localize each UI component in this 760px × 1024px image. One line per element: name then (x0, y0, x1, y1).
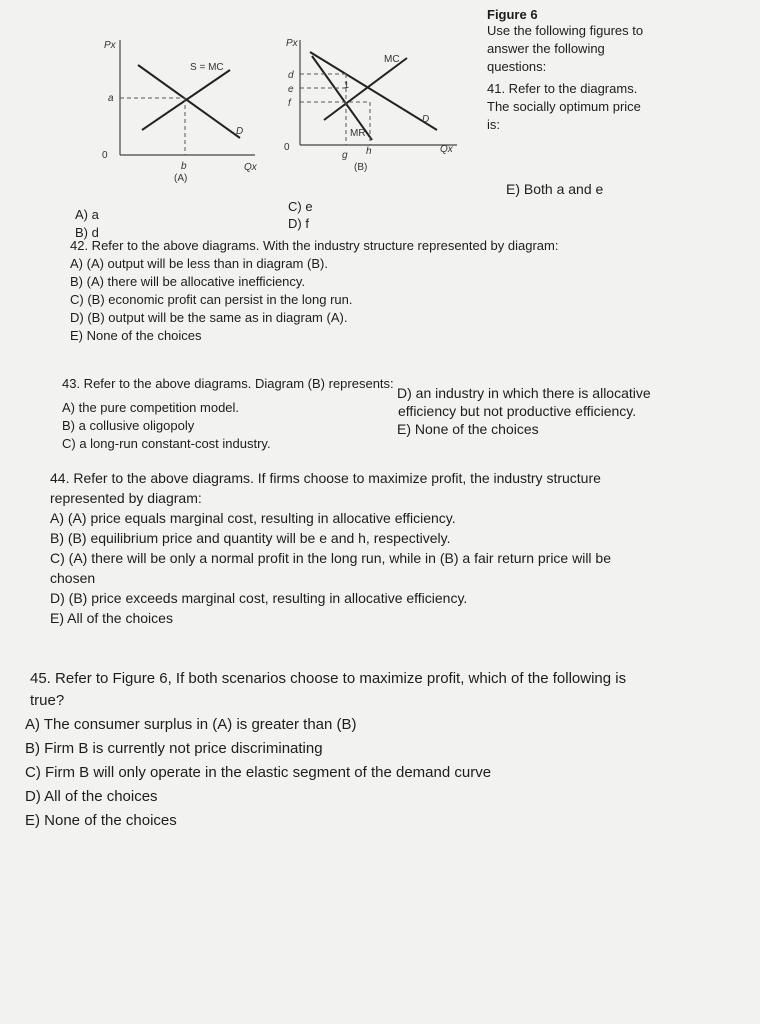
diagram-b-p-axis-label: Px (286, 38, 298, 49)
q42-choice-d: D) (B) output will be the same as in diagram (A). (70, 310, 348, 325)
q44-choice-a: A) (A) price equals marginal cost, resulting in allocative efficiency. (50, 510, 456, 526)
q44-choice-e: E) All of the choices (50, 610, 173, 626)
diagram-b-tick-e: e (288, 84, 294, 95)
diagram-b-tick-g: g (342, 150, 348, 161)
diagram-a-supply-label: S = MC (190, 62, 224, 73)
figure-line-2: answer the following (487, 41, 605, 56)
diagram-b-tick-d: d (288, 70, 294, 81)
q41-stem (487, 80, 641, 134)
q44-choice-c-line-1: C) (A) there will be only a normal profit in the long run, while in (B) a fair return price will be (50, 550, 612, 566)
diagram-a-price-tick: a (108, 93, 114, 104)
q43-stem: 43. Refer to the above diagrams. Diagram (B) represents: (62, 376, 394, 391)
figure-line-3: questions: (487, 59, 547, 74)
q43-choice-d-line-2: efficiency but not productive efficiency. (398, 403, 637, 419)
q43-choice-b: B) a collusive oligopoly (62, 418, 195, 433)
q43-choice-a: A) the pure competition model. (62, 400, 240, 415)
q43-block (62, 375, 394, 393)
q41-choice-a: A) a (75, 207, 99, 222)
q43-choice-e: E) None of the choices (397, 421, 539, 437)
diagram-b-q-axis-label: Qx (440, 144, 453, 155)
diagram-a-demand-curve (138, 65, 240, 138)
q45-choices (25, 713, 491, 833)
q45-stem-line-1: 45. Refer to Figure 6, If both scenarios choose to maximize profit, which of the following is (30, 670, 627, 687)
diagram-a-demand-label: D (236, 126, 244, 137)
figure-line-1: Use the following figures to (487, 23, 644, 38)
q41-choice-d: D) f (288, 216, 309, 231)
diagram-b-demand-label: D (422, 114, 430, 125)
q45-block (30, 668, 626, 712)
figure-title: Figure 6 (487, 7, 538, 22)
q41-choice-e: E) Both a and e (506, 181, 604, 197)
diagram-b-point-1: 1 (344, 80, 350, 90)
q45-choice-b: B) Firm B is currently not price discriminating (25, 740, 323, 757)
q41-stem-line-1: 41. Refer to the diagrams. (487, 81, 638, 96)
diagram-b-tick-f: f (288, 98, 291, 109)
q44-stem-line-1: 44. Refer to the above diagrams. If firms choose to maximize profit, the industry structure (50, 470, 601, 486)
q44-choice-c-line-2: chosen (50, 570, 96, 586)
q45-choice-c: C) Firm B will only operate in the elastic segment of the demand curve (25, 764, 492, 781)
q41-choice-b: B) d (75, 225, 99, 240)
diagram-b-mr-label: MR (350, 128, 366, 139)
q45-stem-line-2: true? (30, 692, 65, 709)
q45-choice-a: A) The consumer surplus in (A) is greater than (B) (25, 716, 357, 733)
diagram-a-origin: 0 (102, 150, 108, 161)
q42-choice-e: E) None of the choices (70, 328, 202, 343)
diagram-b-origin: 0 (284, 142, 290, 153)
q43-choice-c: C) a long-run constant-cost industry. (62, 436, 271, 451)
q44-choice-d: D) (B) price exceeds marginal cost, resulting in allocative efficiency. (50, 590, 468, 606)
diagram-b (272, 30, 472, 180)
q45-choice-d: D) All of the choices (25, 788, 158, 805)
q44-block (50, 468, 611, 628)
diagram-a-qty-tick: b (181, 161, 187, 172)
figure-header (487, 7, 643, 76)
q43-choice-d-line-1: D) an industry in which there is allocative (397, 385, 651, 401)
q42-stem: 42. Refer to the above diagrams. With the industry structure represented by diagram: (70, 238, 559, 253)
diagram-b-tick-h: h (366, 146, 372, 157)
diagram-a-q-axis-label: Qx (244, 162, 257, 173)
diagram-a-p-axis-label: Px (104, 40, 116, 51)
q43-left-choices (62, 399, 271, 453)
q41-choice-c: C) e (288, 199, 313, 214)
q42-block (70, 237, 558, 345)
diagram-b-mc-label: MC (384, 54, 400, 65)
q44-stem-line-2: represented by diagram: (50, 490, 202, 506)
q44-choice-b: B) (B) equilibrium price and quantity will be e and h, respectively. (50, 530, 451, 546)
q42-choice-c: C) (B) economic profit can persist in the long run. (70, 292, 353, 307)
diagram-a-caption: (A) (174, 173, 188, 184)
q45-choice-e: E) None of the choices (25, 812, 177, 829)
q41-stem-line-2: The socially optimum price (487, 99, 641, 114)
q42-choice-b: B) (A) there will be allocative inefficiency. (70, 274, 306, 289)
q42-choice-a: A) (A) output will be less than in diagram (B). (70, 256, 328, 271)
q43-right-choices (397, 384, 651, 438)
diagram-a (90, 30, 270, 190)
q41-stem-line-3: is: (487, 117, 500, 132)
diagram-b-demand-curve (310, 52, 437, 130)
diagram-b-caption: (B) (354, 162, 368, 173)
